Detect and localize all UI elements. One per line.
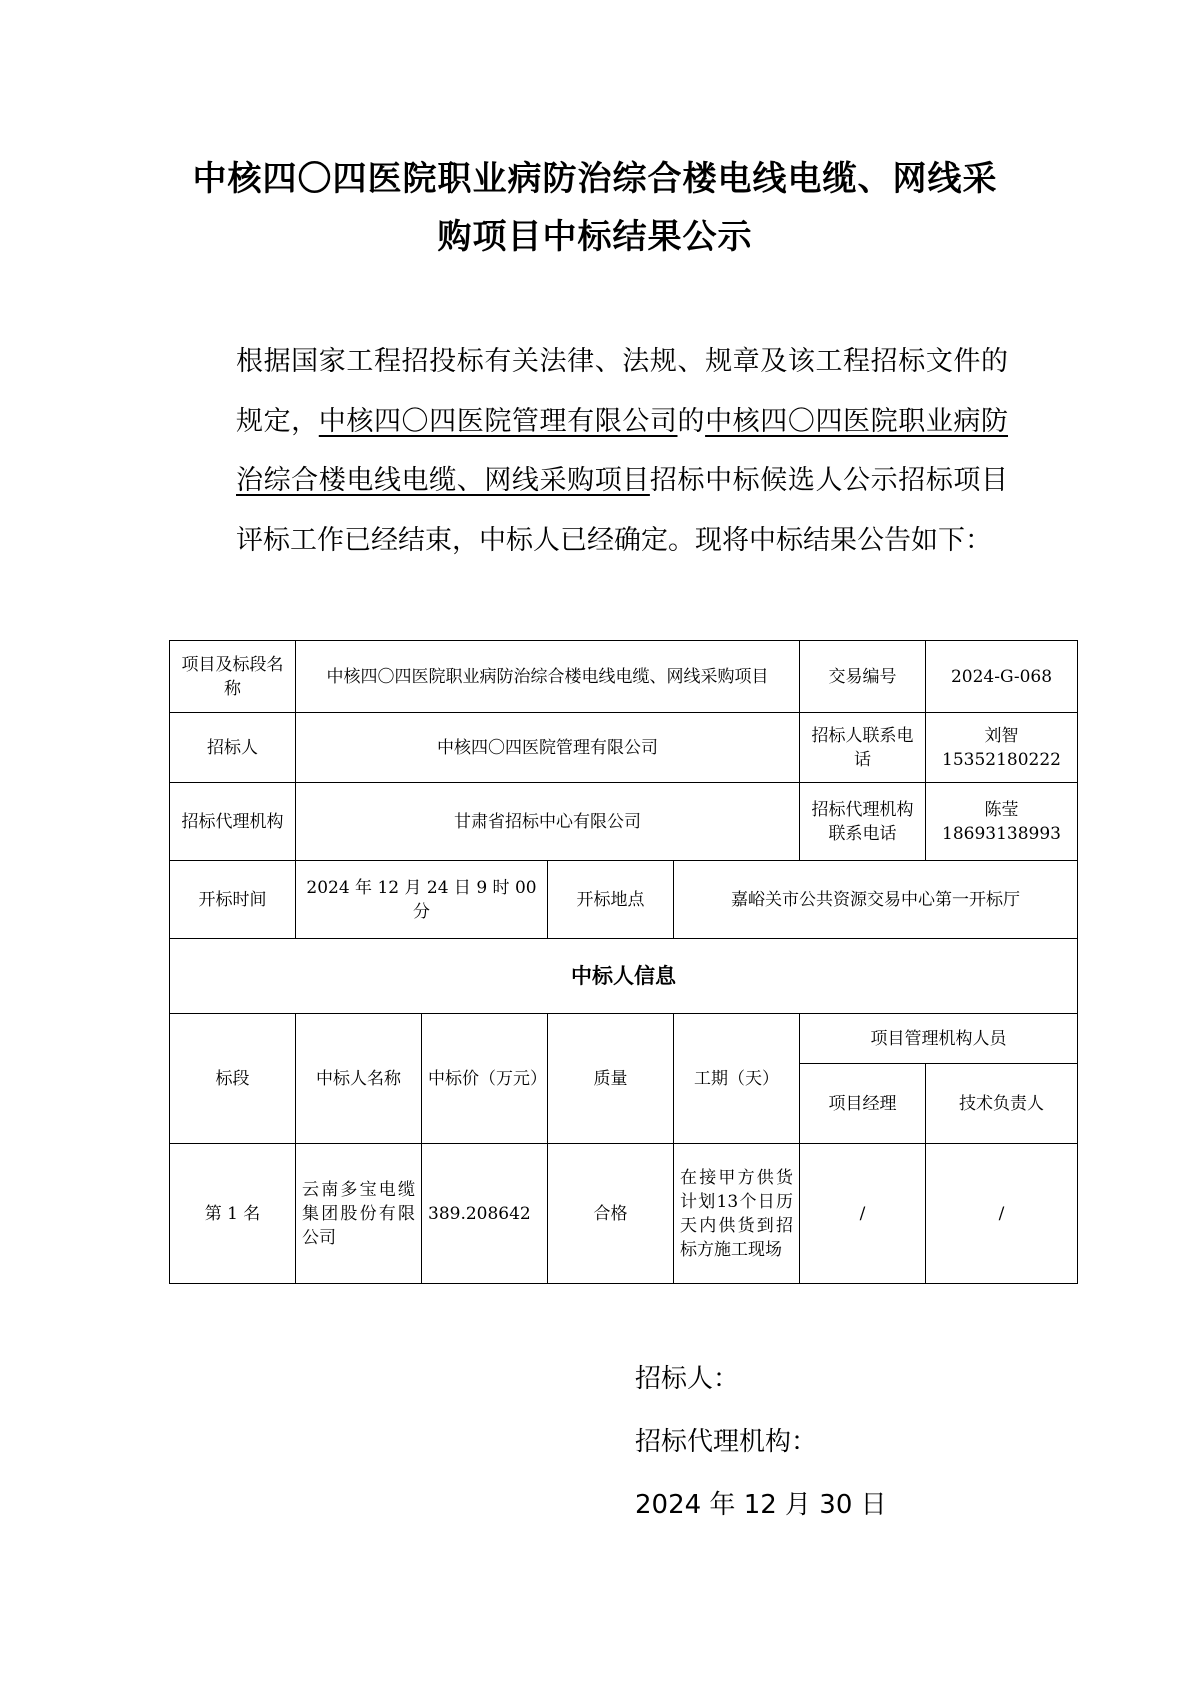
- agency-contact: [926, 783, 1078, 861]
- project-name-underlined: 中核四〇四医院职业病防治综合楼电线电缆、网线采购项目: [236, 405, 1009, 496]
- document-title: [170, 150, 1020, 266]
- tenderer-value: 中核四〇四医院管理有限公司: [296, 713, 800, 783]
- winner-section-heading: 中标人信息: [170, 939, 1078, 1014]
- header-lot: 标段: [170, 1014, 296, 1144]
- header-staff-group: 项目管理机构人员: [800, 1014, 1078, 1064]
- intro-text-2: 招标中标候选人公示招标项目评标工作已经结束，中标人已经确定。现将中标结果公告如下：: [236, 465, 1009, 556]
- tenderer-contact: [926, 713, 1078, 783]
- signature-date: 2024 年 12 月 30 日: [635, 1490, 887, 1520]
- header-price: 中标价（万元）: [422, 1014, 548, 1144]
- title-line-1: 中核四〇四医院职业病防治综合楼电线电缆、网线采: [192, 159, 998, 199]
- agency-label: 招标代理机构: [170, 783, 296, 861]
- project-value: 中核四〇四医院职业病防治综合楼电线电缆、网线采购项目: [296, 641, 800, 713]
- header-winner-name: 中标人名称: [296, 1014, 422, 1144]
- row-quality: 合格: [548, 1144, 674, 1284]
- open-place-value: 嘉峪关市公共资源交易中心第一开标厅: [674, 861, 1078, 939]
- header-quality: 质量: [548, 1014, 674, 1144]
- title-line-2: 购项目中标结果公示: [437, 217, 753, 257]
- row-manager: /: [800, 1144, 926, 1284]
- open-time-label: 开标时间: [170, 861, 296, 939]
- project-label: 项目及标段名称: [170, 641, 296, 713]
- row-tech-lead: /: [926, 1144, 1078, 1284]
- tenderer-contact-phone: 15352180222: [942, 749, 1061, 770]
- intro-paragraph: [180, 332, 1008, 570]
- agency-phone-label: 招标代理机构联系电话: [800, 783, 926, 861]
- agency-contact-name: 陈莹: [984, 799, 1019, 820]
- agency-value: 甘肃省招标中心有限公司: [296, 783, 800, 861]
- signature-tenderer: 招标人：: [635, 1364, 740, 1394]
- row-price: 389.208642: [422, 1144, 548, 1284]
- trade-no-label: 交易编号: [800, 641, 926, 713]
- intro-text-1: 根据国家工程招投标有关法律、法规、规章及该工程招标文件的规定，: [236, 346, 1008, 437]
- trade-no-value: 2024-G-068: [926, 641, 1078, 713]
- header-duration: 工期（天）: [674, 1014, 800, 1144]
- row-lot: 第 1 名: [170, 1144, 296, 1284]
- result-table: [169, 640, 1078, 1284]
- tenderer-name-underlined: 中核四〇四医院管理有限公司: [318, 405, 678, 437]
- header-tech-lead: 技术负责人: [926, 1064, 1078, 1144]
- table-row: [170, 1144, 1078, 1284]
- open-place-label: 开标地点: [548, 861, 674, 939]
- row-duration: 在接甲方供货计划13个日历天内供货到招标方施工现场: [674, 1144, 800, 1284]
- row-winner-name: 云南多宝电缆集团股份有限公司: [296, 1144, 422, 1284]
- tenderer-contact-name: 刘智: [984, 725, 1019, 746]
- intro-de: 的: [677, 405, 706, 437]
- tenderer-phone-label: 招标人联系电话: [800, 713, 926, 783]
- header-manager: 项目经理: [800, 1064, 926, 1144]
- agency-contact-phone: 18693138993: [942, 823, 1061, 844]
- tenderer-label: 招标人: [170, 713, 296, 783]
- signature-agency: 招标代理机构：: [635, 1427, 818, 1457]
- open-time-value: 2024 年 12 月 24 日 9 时 00 分: [296, 861, 548, 939]
